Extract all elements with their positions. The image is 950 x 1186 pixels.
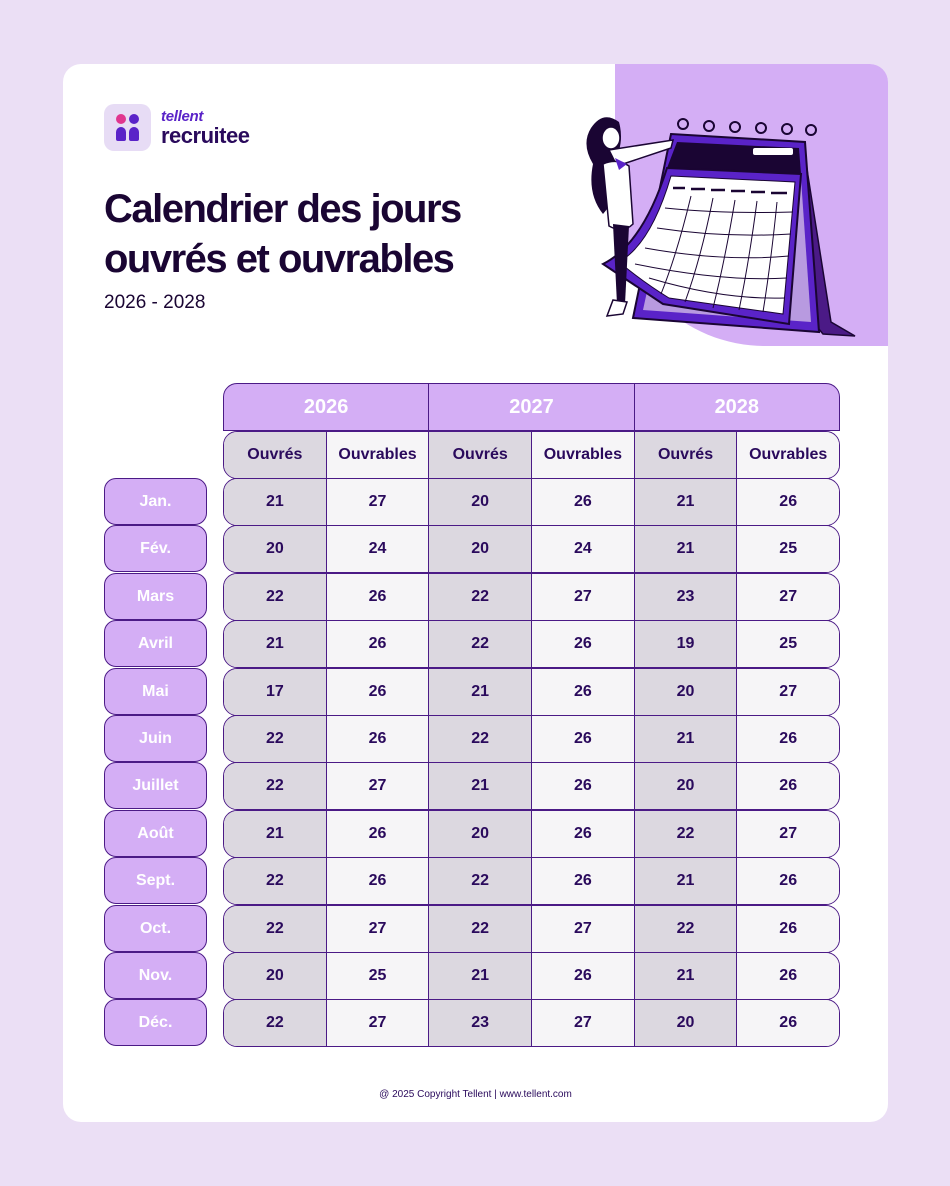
ouvres-value: 21 (429, 669, 532, 715)
ouvrables-value: 27 (327, 1000, 430, 1046)
month-label: Déc. (104, 999, 207, 1046)
month-label: Juin (104, 715, 207, 762)
table-row (223, 999, 840, 1047)
month-label: Fév. (104, 525, 207, 572)
table-row (223, 668, 840, 716)
tellent-recruitee-logo (104, 104, 249, 151)
ouvrables-value: 26 (737, 763, 839, 809)
month-label: Nov. (104, 952, 207, 999)
table-row (223, 762, 840, 810)
ouvrables-value: 26 (532, 716, 635, 762)
month-label: Sept. (104, 857, 207, 904)
ouvres-value: 20 (635, 1000, 738, 1046)
title-line-1: Calendrier des jours (104, 187, 461, 231)
table-row (223, 715, 840, 763)
month-label: Avril (104, 620, 207, 667)
table-row (223, 952, 840, 1000)
ouvres-value: 21 (635, 858, 738, 904)
brand-tellent: tellent (161, 107, 204, 125)
ouvres-value: 22 (224, 1000, 327, 1046)
ouvres-value: 22 (224, 763, 327, 809)
month-label: Mai (104, 668, 207, 715)
page-title (104, 184, 554, 284)
month-label: Août (104, 810, 207, 857)
ouvres-value: 20 (429, 479, 532, 525)
column-header-ouvrables: Ouvrables (737, 432, 839, 478)
ouvrables-value: 25 (737, 526, 839, 572)
ouvres-value: 22 (635, 811, 738, 857)
copyright-footer: @ 2025 Copyright Tellent | www.tellent.com (379, 1089, 572, 1100)
ouvres-value: 22 (429, 574, 532, 620)
ouvres-value: 22 (224, 906, 327, 952)
ouvrables-value: 27 (737, 574, 839, 620)
month-label: Jan. (104, 478, 207, 525)
ouvrables-value: 27 (327, 479, 430, 525)
ouvres-value: 21 (635, 716, 738, 762)
month-label: Juillet (104, 762, 207, 809)
table-row (223, 478, 840, 526)
ouvres-value: 22 (635, 906, 738, 952)
ouvrables-value: 25 (737, 621, 839, 667)
table-row (223, 573, 840, 621)
column-header-ouvres: Ouvrés (224, 432, 327, 478)
ouvrables-value: 27 (532, 1000, 635, 1046)
table-row (223, 905, 840, 953)
ouvres-value: 21 (429, 953, 532, 999)
ouvrables-value: 26 (532, 953, 635, 999)
calendar-illustration-icon (573, 104, 863, 354)
ouvres-value: 21 (224, 811, 327, 857)
ouvrables-value: 26 (532, 763, 635, 809)
ouvrables-value: 26 (327, 669, 430, 715)
ouvrables-value: 26 (327, 621, 430, 667)
column-header-ouvrables: Ouvrables (327, 432, 430, 478)
month-label: Mars (104, 573, 207, 620)
recruitee-logo-icon (104, 104, 151, 151)
year-2026-header: 2026 (224, 384, 429, 430)
ouvrables-value: 26 (737, 716, 839, 762)
ouvres-value: 20 (429, 811, 532, 857)
ouvres-value: 22 (429, 716, 532, 762)
table-row (223, 810, 840, 858)
year-2028-header: 2028 (714, 395, 760, 418)
ouvrables-value: 26 (737, 858, 839, 904)
ouvrables-value: 27 (737, 811, 839, 857)
ouvres-value: 20 (224, 953, 327, 999)
table-row (223, 857, 840, 905)
ouvres-value: 21 (429, 763, 532, 809)
brand-recruitee: recruitee (161, 122, 250, 148)
ouvres-value: 19 (635, 621, 738, 667)
ouvrables-value: 26 (737, 953, 839, 999)
ouvres-value: 23 (635, 574, 738, 620)
ouvres-value: 22 (224, 858, 327, 904)
ouvrables-value: 25 (327, 953, 430, 999)
title-line-2: ouvrés et ouvrables (104, 237, 454, 281)
ouvrables-value: 26 (327, 574, 430, 620)
ouvrables-value: 26 (327, 811, 430, 857)
ouvres-value: 21 (635, 526, 738, 572)
ouvres-value: 20 (635, 763, 738, 809)
ouvres-value: 22 (224, 716, 327, 762)
ouvres-value: 22 (224, 574, 327, 620)
ouvrables-value: 26 (737, 906, 839, 952)
column-header-ouvres: Ouvrés (429, 432, 532, 478)
ouvres-value: 23 (429, 1000, 532, 1046)
ouvrables-value: 26 (532, 479, 635, 525)
year-2027-header: 2027 (429, 384, 634, 430)
ouvrables-value: 27 (327, 906, 430, 952)
ouvrables-value: 27 (327, 763, 430, 809)
ouvrables-value: 26 (532, 669, 635, 715)
ouvrables-value: 26 (532, 811, 635, 857)
ouvres-value: 20 (224, 526, 327, 572)
ouvres-value: 21 (635, 479, 738, 525)
month-label: Oct. (104, 905, 207, 952)
ouvrables-value: 27 (532, 574, 635, 620)
ouvrables-value: 27 (737, 669, 839, 715)
ouvres-value: 21 (224, 479, 327, 525)
ouvrables-value: 26 (532, 858, 635, 904)
ouvrables-value: 26 (532, 621, 635, 667)
ouvres-value: 22 (429, 621, 532, 667)
ouvrables-value: 26 (327, 716, 430, 762)
ouvres-value: 20 (429, 526, 532, 572)
ouvrables-value: 26 (737, 1000, 839, 1046)
table-row (223, 525, 840, 573)
ouvres-value: 21 (635, 953, 738, 999)
ouvres-value: 22 (429, 858, 532, 904)
subheader-row (223, 431, 840, 479)
ouvrables-value: 24 (327, 526, 430, 572)
ouvrables-value: 27 (532, 906, 635, 952)
ouvrables-value: 26 (737, 479, 839, 525)
ouvres-value: 21 (224, 621, 327, 667)
ouvrables-value: 24 (532, 526, 635, 572)
year-range: 2026 - 2028 (104, 292, 206, 313)
table-row (223, 620, 840, 668)
ouvrables-value: 26 (327, 858, 430, 904)
column-header-ouvres: Ouvrés (635, 432, 738, 478)
ouvres-value: 20 (635, 669, 738, 715)
ouvres-value: 17 (224, 669, 327, 715)
column-header-ouvrables: Ouvrables (532, 432, 635, 478)
infographic-card (63, 64, 888, 1122)
ouvres-value: 22 (429, 906, 532, 952)
year-header-row (223, 383, 840, 431)
